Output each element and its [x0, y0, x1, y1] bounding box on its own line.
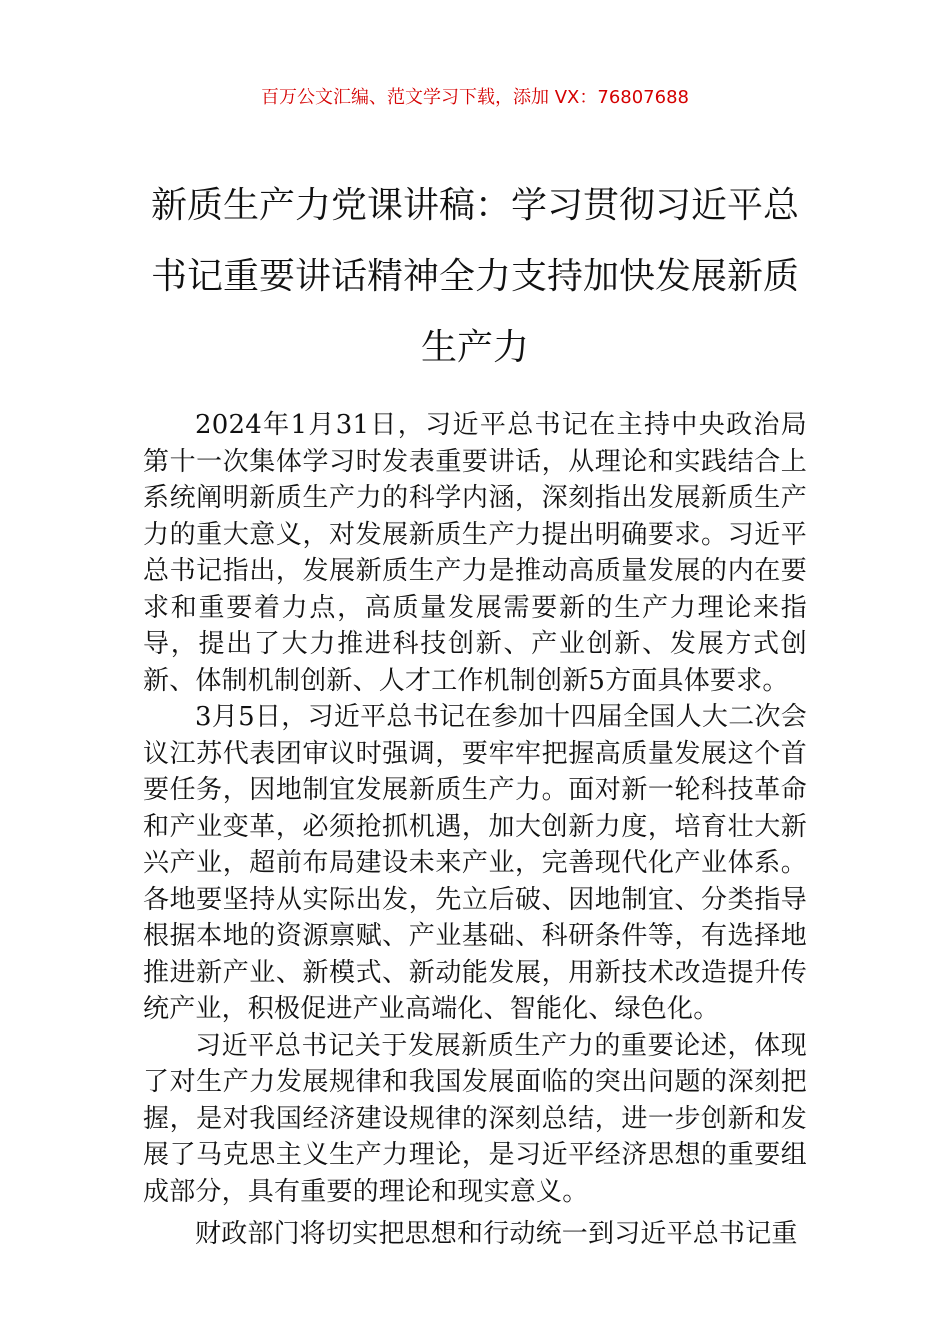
document-body	[143, 407, 807, 1253]
document-title: 新质生产力党课讲稿：学习贯彻习近平总书记重要讲话精神全力支持加快发展新质生产力	[150, 185, 799, 368]
paragraph: 3月5日，习近平总书记在参加十四届全国人大二次会议江苏代表团审议时强调，要牢牢把握高质量发展这个首要任务，因地制宜发展新质生产力。面对新一轮科技革命和产业变革，必须抢抓机遇，加大创新力度，培育壮大新兴产业，超前布局建设未来产业，完善现代化产业体系。各地要坚持从实际出发，先立后破、因地制宜、分类指导根据本地的资源禀赋、产业基础、科研条件等，有选择地推进新产业、新模式、新动能发展，用新技术改造提升传统产业，积极促进产业高端化、智能化、绿色化。	[143, 702, 807, 1024]
paragraph: 2024年1月31日，习近平总书记在主持中央政治局第十一次集体学习时发表重要讲话，从理论和实践结合上系统阐明新质生产力的科学内涵，深刻指出发展新质生产力的重大意义，对发展新质生产力提出明确要求。习近平总书记指出，发展新质生产力是推动高质量发展的内在要求和重要着力点，高质量发展需要新的生产力理论来指导，提出了大力推进科技创新、产业创新、发展方式创新、体制机制创新、人才工作机制创新5方面具体要求。	[143, 410, 807, 696]
paragraph: 财政部门将切实把思想和行动统一到习近平总书记重	[195, 1219, 798, 1249]
paragraph: 习近平总书记关于发展新质生产力的重要论述，体现了对生产力发展规律和我国发展面临的突出问题的深刻把握，是对我国经济建设规律的深刻总结，进一步创新和发展了马克思主义生产力理论，是习近平经济思想的重要组成部分，具有重要的理论和现实意义。	[143, 1030, 807, 1207]
header-note: 百万公文汇编、范文学习下载，添加 VX：76807688	[261, 87, 689, 108]
